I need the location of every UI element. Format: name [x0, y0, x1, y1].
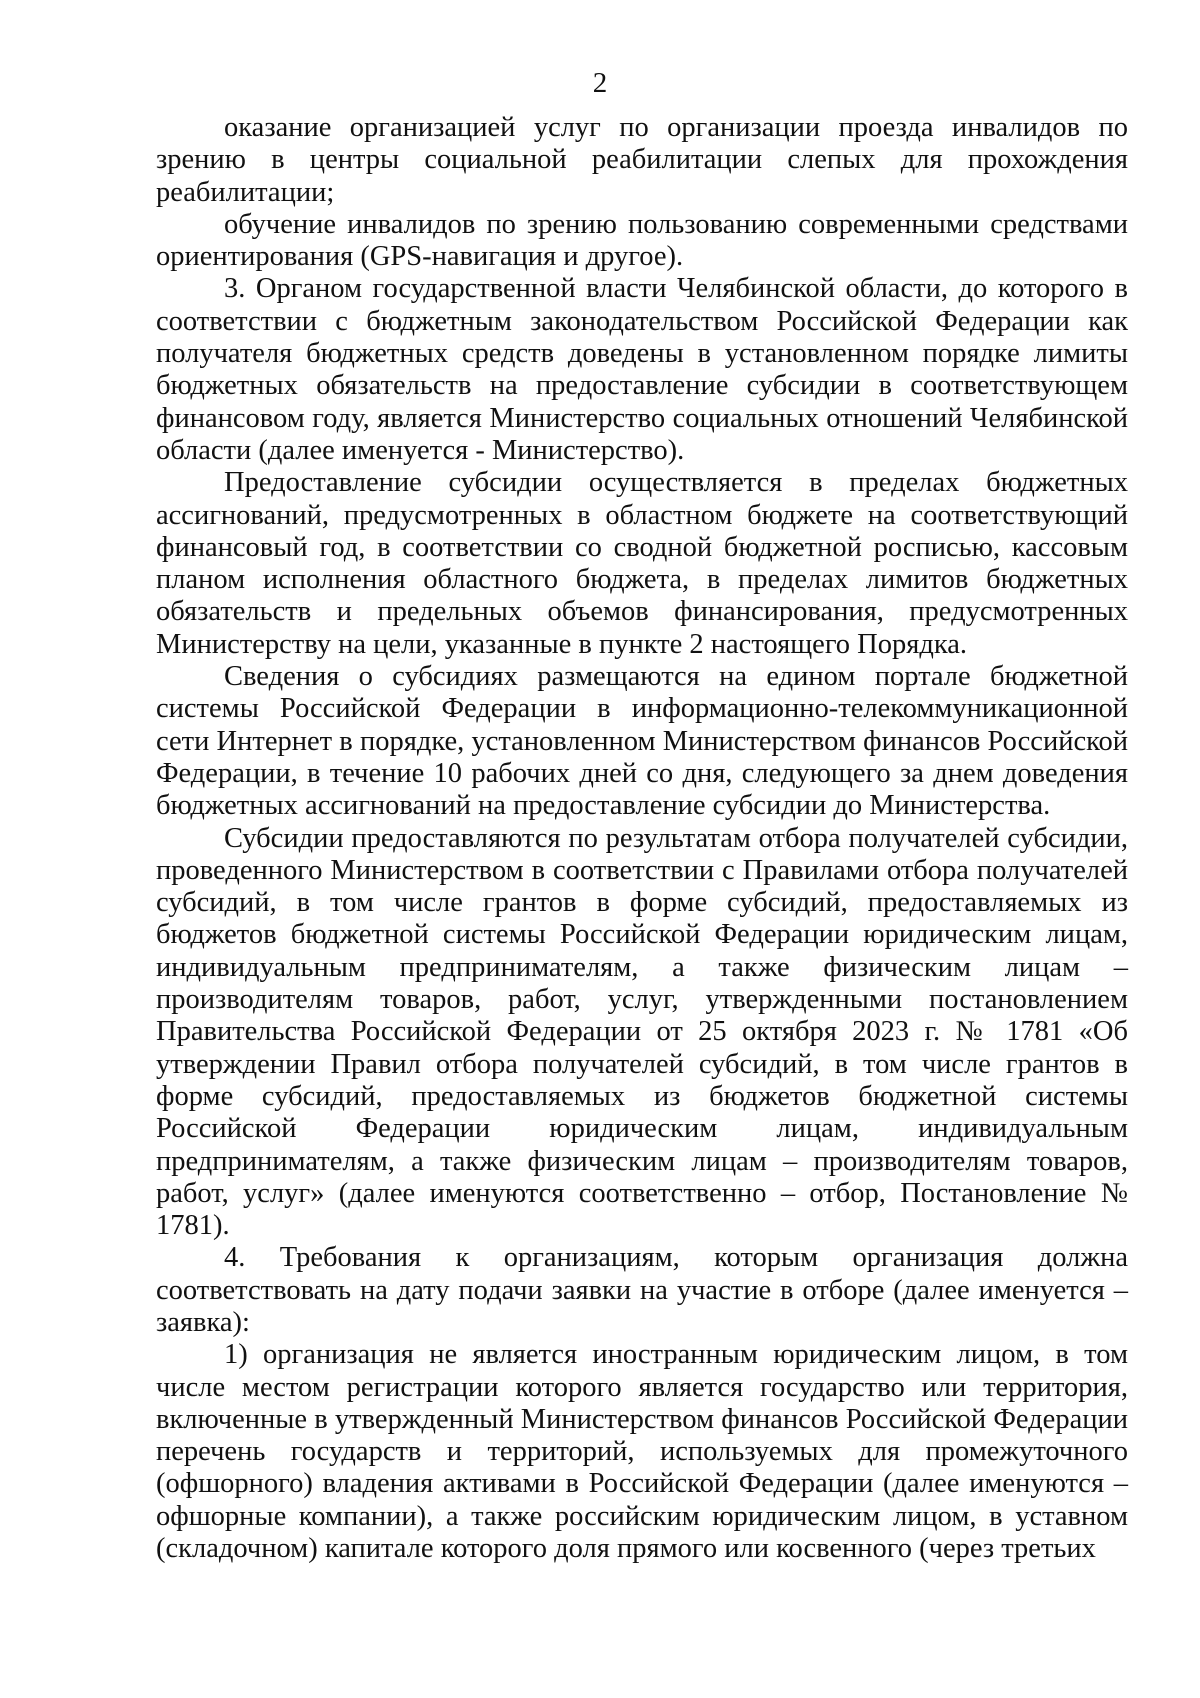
paragraph-clause-4: 4. Требования к организациям, которым организация должна соответствовать на дату подачи заявки на участие в отборе (далее именуется – заявка):: [156, 1242, 1128, 1338]
paragraph-selection-results: Субсидии предоставляются по результатам отбора получателей субсидии, проведенного Министерством в соответствии с Правилами отбора получателей субсидий, в том числе грантов в форме субсидий, предоставляемых из бюджетов бюджетной системы Российской Федерации юридическим лицам, индивидуальным предпринимателям, а также физическим лицам – производителям товаров, работ, услуг, утвержденными постановлением Правительства Российской Федерации от 25 октября 2023 г. № 1781 «Об утверждении Правил отбора получателей субсидий, в том числе грантов в форме субсидий, предоставляемых из бюджетов бюджетной системы Российской Федерации юридическим лицам, индивидуальным предпринимателям, а также физическим лицам – производителям товаров, работ, услуг» (далее именуются соответственно – отбор, Постановление № 1781).: [156, 822, 1128, 1242]
document-body: [156, 112, 1128, 1565]
paragraph-subsidy-allocation: Предоставление субсидии осуществляется в пределах бюджетных ассигнований, предусмотренных в областном бюджете на соответствующий финансовый год, в соответствии со сводной бюджетной росписью, кассовым планом исполнения областного бюджета, в пределах лимитов бюджетных обязательств и предельных объемов финансирования, предусмотренных Министерству на цели, указанные в пункте 2 настоящего Порядка.: [156, 467, 1128, 660]
paragraph-orientation-training: обучение инвалидов по зрению пользованию современными средствами ориентирования (GPS-навигация и другое).: [156, 208, 1128, 273]
page-number: 2: [592, 67, 608, 99]
paragraph-subsidy-information: Сведения о субсидиях размещаются на едином портале бюджетной системы Российской Федерации в информационно-телекоммуникационной сети Интернет в порядке, установленном Министерством финансов Российской Федерации, в течение 10 рабочих дней со дня, следующего за днем доведения бюджетных ассигнований на предоставление субсидии до Министерства.: [156, 661, 1128, 822]
paragraph-clause-3: 3. Органом государственной власти Челябинской области, до которого в соответствии с бюджетным законодательством Российской Федерации как получателя бюджетных средств доведены в установленном порядке лимиты бюджетных обязательств на предоставление субсидии в соответствующем финансовом году, является Министерство социальных отношений Челябинской области (далее именуется - Министерство).: [156, 273, 1128, 466]
paragraph-requirement-1: 1) организация не является иностранным юридическим лицом, в том числе местом регистрации которого является государство или территория, включенные в утвержденный Министерством финансов Российской Федерации перечень государств и территорий, используемых для промежуточного (офшорного) владения активами в Российской Федерации (далее именуются – офшорные компании), а также российским юридическим лицом, в уставном (складочном) капитале которого доля прямого или косвенного (через третьих: [156, 1339, 1128, 1565]
paragraph-services-transport: оказание организацией услуг по организации проезда инвалидов по зрению в центры социальной реабилитации слепых для прохождения реабилитации;: [156, 112, 1128, 208]
